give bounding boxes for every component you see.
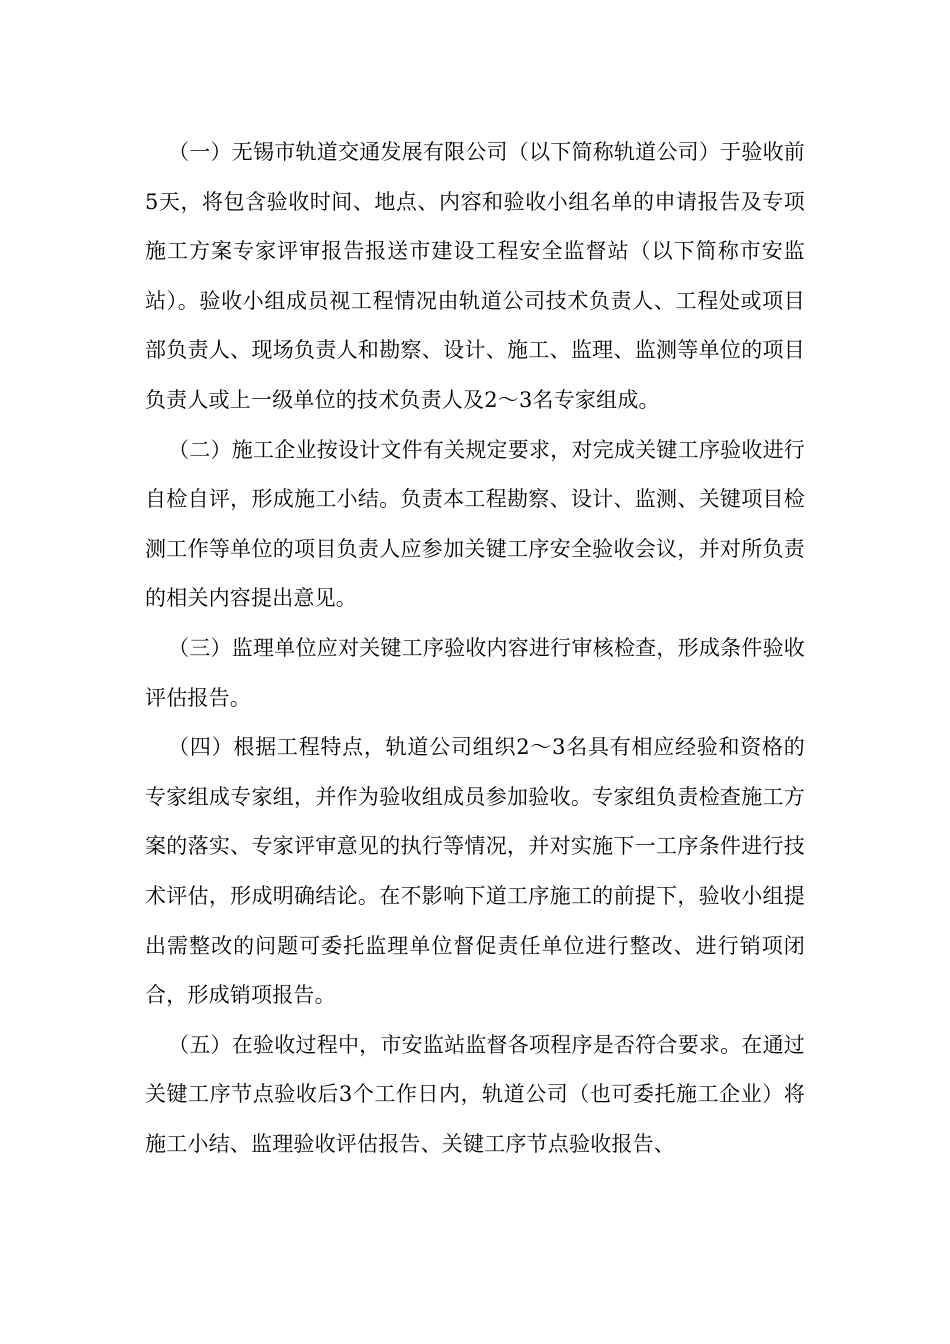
paragraph-5: （五）在验收过程中，市安监站监督各项程序是否符合要求。在通过关键工序节点验收后3个工作日内，轨道公司（也可委托施工企业）将施工小结、监理验收评估报告、关键工序节点验收报告、 (145, 1032, 805, 1156)
document-body (145, 128, 805, 1169)
paragraph-2: （二）施工企业按设计文件有关规定要求，对完成关键工序验收进行自检自评，形成施工小结。负责本工程勘察、设计、监测、关键项目检测工作等单位的项目负责人应参加关键工序安全验收会议，并对所负责的相关内容提出意见。 (145, 437, 805, 611)
paragraph-4: （四）根据工程特点，轨道公司组织2～3名具有相应经验和资格的专家组成专家组，并作为验收组成员参加验收。专家组负责检查施工方案的落实、专家评审意见的执行等情况，并对实施下一工序条件进行技术评估，形成明确结论。在不影响下道工序施工的前提下，验收小组提出需整改的问题可委托监理单位督促责任单位进行整改、进行销项闭合，形成销项报告。 (145, 735, 805, 1008)
paragraph-3: （三）监理单位应对关键工序验收内容进行审核检查，形成条件验收评估报告。 (145, 635, 805, 710)
paragraph-1: （一）无锡市轨道交通发展有限公司（以下简称轨道公司）于验收前5天，将包含验收时间、地点、内容和验收小组名单的申请报告及专项施工方案专家评审报告报送市建设工程安全监督站（以下简称市安监站）。验收小组成员视工程情况由轨道公司技术负责人、工程处或项目部负责人、现场负责人和勘察、设计、施工、监理、监测等单位的项目负责人或上一级单位的技术负责人及2～3名专家组成。 (145, 140, 805, 412)
